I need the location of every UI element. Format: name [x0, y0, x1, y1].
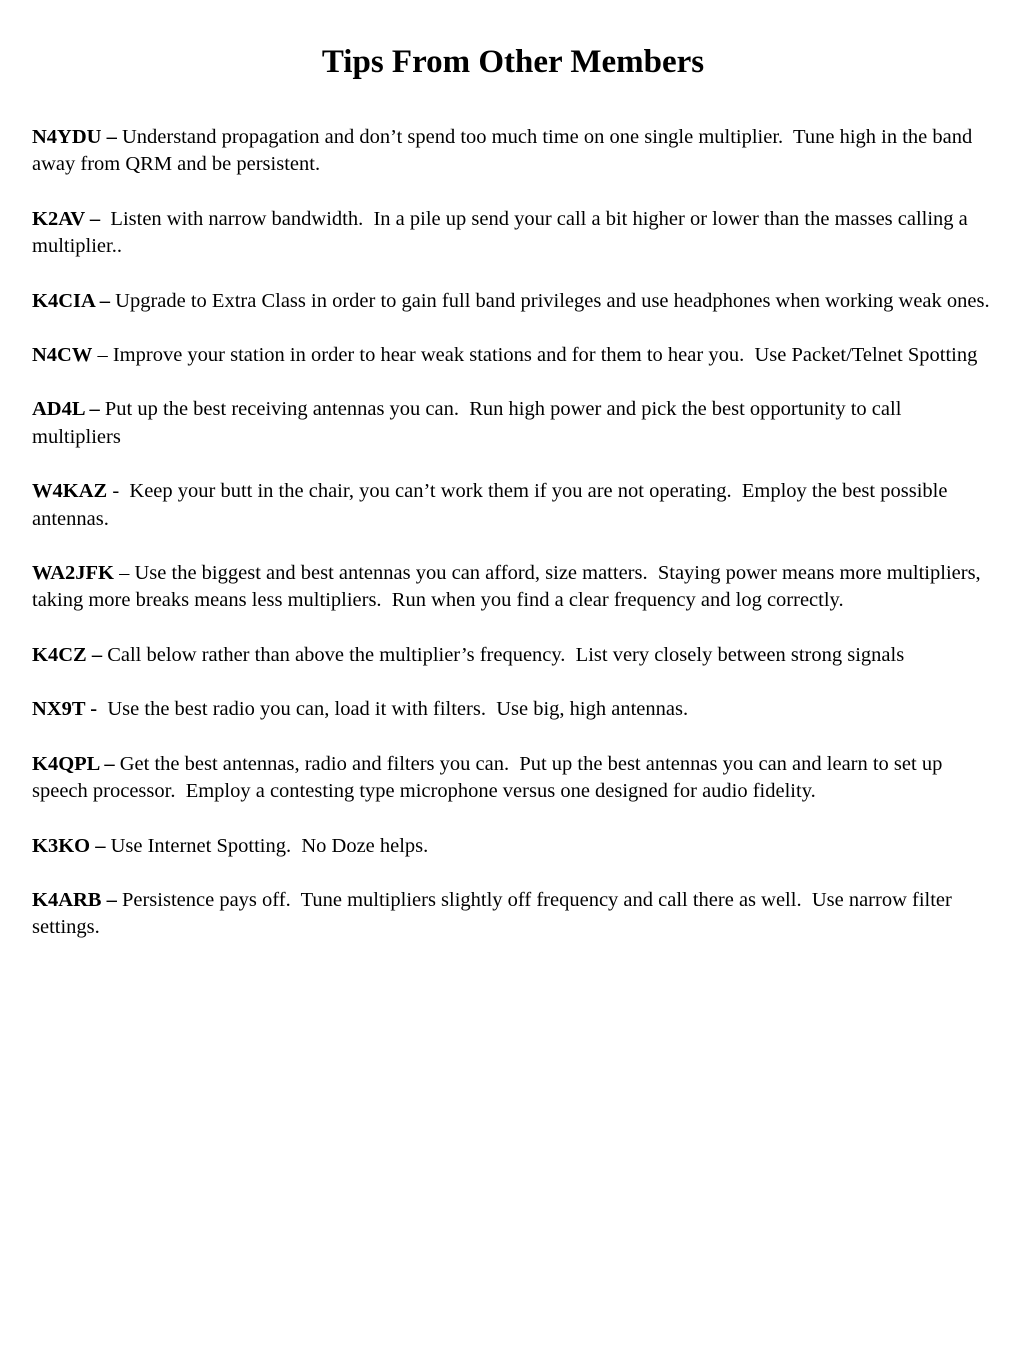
member-callsign: AD4L: [32, 398, 85, 421]
tip-text: Upgrade to Extra Class in order to gain full band privileges and use headphones when working weak ones.: [115, 289, 990, 312]
member-callsign: K4ARB: [32, 888, 102, 911]
tip-text: Get the best antennas, radio and filters you can. Put up the best antennas you can and learn to set up speech processor. Employ a contesting type microphone versus one designed for audio fidelity.: [32, 752, 948, 803]
tip-paragraph: [32, 288, 994, 315]
tips-list: [32, 124, 994, 942]
tip-paragraph: [32, 751, 994, 806]
tip-text: Use the biggest and best antennas you can afford, size matters. Staying power means more multipliers, taking more breaks means less multipliers. Run when you find a clear frequency and log correctly.: [32, 562, 986, 612]
tip-separator: -: [85, 698, 108, 721]
tip-text: Listen with narrow bandwidth. In a pile up send your call a bit higher or lower than the masses calling a multiplier..: [32, 207, 973, 258]
member-callsign: K2AV: [32, 207, 85, 230]
tip-separator: –: [99, 752, 120, 775]
tip-text: Call below rather than above the multiplier’s frequency. List very closely between strong signals: [107, 643, 905, 666]
member-callsign: WA2JFK: [32, 562, 114, 585]
member-callsign: W4KAZ: [32, 480, 108, 503]
member-callsign: K4QPL: [32, 752, 100, 775]
tip-text: Persistence pays off. Tune multipliers slightly off frequency and call there as well. Use narrow filter settings.: [32, 888, 957, 939]
tip-separator: –: [90, 834, 111, 857]
tip-paragraph: [32, 560, 994, 615]
tip-paragraph: [32, 206, 994, 261]
tip-text: Use Internet Spotting. No Doze helps.: [110, 834, 429, 857]
tip-paragraph: [32, 478, 994, 533]
tip-paragraph: [32, 396, 994, 451]
tip-paragraph: [32, 696, 994, 723]
tip-paragraph: [32, 342, 994, 369]
tip-separator: –: [114, 562, 135, 585]
member-callsign: K4CIA: [32, 289, 95, 312]
tip-separator: –: [101, 888, 122, 911]
member-callsign: NX9T: [32, 698, 86, 721]
tip-text: Keep your butt in the chair, you can’t work them if you are not operating. Employ the best possible antennas.: [32, 480, 953, 530]
tip-paragraph: [32, 833, 994, 860]
tip-text: Put up the best receiving antennas you can. Run high power and pick the best opportunity to call multipliers: [32, 398, 907, 448]
tip-paragraph: [32, 124, 994, 179]
member-callsign: K4CZ: [32, 643, 87, 666]
member-callsign: N4CW: [32, 344, 93, 367]
tip-text: Understand propagation and don’t spend too much time on one single multiplier. Tune high in the band away from QRM and be persistent.: [32, 126, 978, 176]
tip-separator: -: [107, 480, 130, 503]
tip-text: Use the best radio you can, load it with filters. Use big, high antennas.: [107, 698, 689, 721]
tip-separator: –: [101, 126, 122, 148]
page-title: Tips From Other Members: [321, 44, 705, 80]
tip-paragraph: [32, 887, 994, 942]
tip-separator: –: [84, 398, 105, 421]
tip-text: Improve your station in order to hear weak stations and for them to hear you. Use Packet/Telnet Spotting: [112, 344, 978, 367]
tip-separator: –: [84, 207, 111, 230]
tip-separator: –: [86, 643, 108, 666]
member-callsign: K3KO: [32, 834, 91, 857]
tip-paragraph: [32, 642, 994, 669]
member-callsign: N4YDU: [32, 126, 102, 148]
tip-separator: –: [92, 344, 113, 367]
tip-separator: –: [94, 289, 116, 312]
